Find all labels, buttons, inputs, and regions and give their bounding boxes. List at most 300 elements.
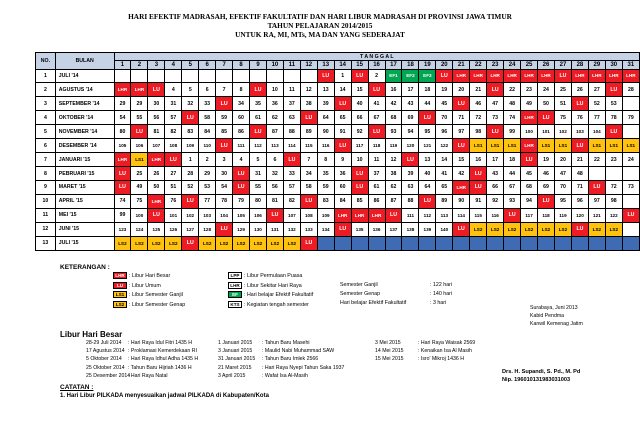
day-cell: 123	[114, 222, 131, 236]
day-cell: LU	[300, 111, 317, 125]
day-cell: 137	[385, 222, 402, 236]
day-cell: 67	[368, 111, 385, 125]
day-cell: 40	[419, 167, 436, 181]
day-cell: LHR	[504, 69, 521, 83]
day-cell	[622, 194, 639, 208]
day-cell: 15	[351, 83, 368, 97]
day-cell: 20	[453, 83, 470, 97]
day-cell: LHR	[334, 208, 351, 222]
day-header: 28	[571, 61, 588, 70]
day-cell: 70	[436, 111, 453, 125]
day-cell: 105	[233, 208, 250, 222]
day-cell: 28	[182, 167, 199, 181]
day-cell: 16	[470, 153, 487, 167]
day-cell	[487, 236, 504, 250]
calendar-table	[35, 52, 640, 251]
day-cell: LU	[571, 139, 588, 153]
day-cell: LU	[487, 125, 504, 139]
row-number: 5	[36, 125, 56, 139]
day-cell: 118	[368, 139, 385, 153]
holiday-name: : Tahun Baru Hijriah 1436 H	[128, 364, 192, 371]
day-cell: 38	[385, 167, 402, 181]
day-cell: LU	[148, 208, 165, 222]
day-cell: 108	[165, 139, 182, 153]
day-cell	[300, 69, 317, 83]
day-cell: 122	[436, 139, 453, 153]
day-cell: 120	[571, 208, 588, 222]
day-cell: 26	[148, 167, 165, 181]
day-cell: 25	[555, 83, 572, 97]
day-cell: 108	[300, 208, 317, 222]
holiday-date2: 1 Januari 2015	[218, 340, 253, 346]
day-cell: 72	[470, 111, 487, 125]
day-cell: LU	[283, 153, 300, 167]
day-cell: 18	[504, 153, 521, 167]
day-cell: 82	[165, 125, 182, 139]
day-cell: 66	[351, 111, 368, 125]
day-cell: 115	[470, 208, 487, 222]
legend-item	[113, 291, 185, 299]
day-cell: LHR	[453, 181, 470, 195]
day-cell	[233, 69, 250, 83]
day-cell: LS2	[504, 222, 521, 236]
tanggal-header: T A N G G A L	[114, 53, 640, 61]
day-cell: 42	[385, 97, 402, 111]
day-cell: 71	[571, 181, 588, 195]
day-cell: LU	[402, 153, 419, 167]
day-cell: 54	[114, 111, 131, 125]
day-cell: 22	[504, 83, 521, 97]
day-cell: 47	[555, 167, 572, 181]
day-cell: EF3	[419, 69, 436, 83]
day-cell: LU	[114, 167, 131, 181]
day-header: 15	[351, 61, 368, 70]
day-cell: 106	[250, 208, 267, 222]
day-cell: LU	[368, 83, 385, 97]
day-cell: 44	[419, 97, 436, 111]
legend-code-box: LHR	[113, 272, 127, 279]
holiday-date: 28-29 Juli 2014	[86, 340, 122, 346]
day-cell: 136	[368, 222, 385, 236]
day-cell	[555, 236, 572, 250]
day-cell: 49	[131, 181, 148, 195]
day-cell: 86	[233, 125, 250, 139]
day-cell: LU	[504, 208, 521, 222]
day-cell	[148, 69, 165, 83]
day-cell: 79	[233, 194, 250, 208]
day-cell: 20	[555, 153, 572, 167]
day-cell: 114	[283, 139, 300, 153]
month-row	[36, 222, 640, 236]
day-cell: 36	[334, 167, 351, 181]
day-cell: 53	[605, 97, 622, 111]
day-header: 23	[487, 61, 504, 70]
day-cell: 78	[605, 111, 622, 125]
day-cell: 89	[300, 125, 317, 139]
day-cell: 121	[419, 139, 436, 153]
day-cell: LS2	[233, 236, 250, 250]
day-cell: 4	[165, 83, 182, 97]
day-cell: 87	[266, 125, 283, 139]
day-cell	[199, 69, 216, 83]
day-cell: 24	[538, 83, 555, 97]
bulan-header: BULAN	[55, 53, 114, 70]
summary-label: Semester Genap	[340, 291, 381, 297]
day-cell: 33	[283, 167, 300, 181]
day-cell	[622, 97, 639, 111]
day-cell: 58	[300, 181, 317, 195]
day-cell: 50	[538, 97, 555, 111]
day-cell: 35	[250, 97, 267, 111]
day-cell: LU	[571, 97, 588, 111]
day-cell: LU	[334, 139, 351, 153]
day-cell	[571, 236, 588, 250]
month-row	[36, 83, 640, 97]
day-cell: 52	[182, 181, 199, 195]
summary-item	[340, 291, 452, 298]
day-cell: 68	[385, 111, 402, 125]
day-header: 7	[216, 61, 233, 70]
legend-text: : Kegiatan tengah semester	[244, 301, 309, 308]
day-cell: 100	[521, 125, 538, 139]
day-cell: LU	[538, 111, 555, 125]
day-cell: 59	[317, 181, 334, 195]
day-cell: LS1	[487, 139, 504, 153]
day-header: 31	[622, 61, 639, 70]
month-row	[36, 125, 640, 139]
holiday-name: : Hari Raya Idhul Adha 1435 H	[128, 356, 199, 363]
day-cell: 102	[182, 208, 199, 222]
month-label: SEPTEMBER '14	[55, 97, 114, 111]
day-cell	[622, 125, 639, 139]
day-cell: 85	[216, 125, 233, 139]
day-cell: LS1	[588, 139, 605, 153]
holiday-name: : Hari Raya Idul Fitri 1435 H	[128, 340, 193, 346]
day-cell: 51	[165, 181, 182, 195]
day-cell: 139	[419, 222, 436, 236]
day-header: 25	[521, 61, 538, 70]
day-cell: LS2	[283, 236, 300, 250]
day-cell: 31	[165, 97, 182, 111]
month-label: MEI '15	[55, 208, 114, 222]
day-cell: 91	[334, 125, 351, 139]
day-cell: EF2	[402, 69, 419, 83]
day-cell: 6	[199, 83, 216, 97]
day-cell: LS2	[165, 236, 182, 250]
day-cell: 48	[504, 97, 521, 111]
day-header: 3	[148, 61, 165, 70]
day-cell: LS1	[555, 139, 572, 153]
day-cell: 76	[165, 194, 182, 208]
day-cell: 40	[351, 97, 368, 111]
row-number: 7	[36, 153, 56, 167]
libur-hari-besar-title: Libur Hari Besar	[60, 330, 123, 339]
day-cell	[165, 69, 182, 83]
day-cell: 97	[588, 194, 605, 208]
day-cell: 84	[334, 194, 351, 208]
day-cell	[402, 236, 419, 250]
day-cell	[470, 236, 487, 250]
day-cell: 48	[571, 167, 588, 181]
day-header: 26	[538, 61, 555, 70]
day-cell: 55	[250, 181, 267, 195]
day-cell: 127	[182, 222, 199, 236]
day-cell: 104	[588, 125, 605, 139]
day-cell: 24	[622, 153, 639, 167]
day-cell: 54	[216, 181, 233, 195]
day-cell: LU	[148, 83, 165, 97]
day-cell: 102	[555, 125, 572, 139]
day-cell: 46	[538, 167, 555, 181]
day-cell: LHR	[453, 69, 470, 83]
day-cell: 7	[300, 153, 317, 167]
day-cell: LU	[588, 181, 605, 195]
month-label: PEBRUARI '15	[55, 167, 114, 181]
day-cell: 74	[114, 194, 131, 208]
holiday-name2: : Tahun Baru Imlek 2566	[262, 356, 319, 363]
day-cell: 66	[487, 181, 504, 195]
day-cell: 57	[165, 111, 182, 125]
legend-item	[228, 291, 313, 299]
day-cell	[504, 236, 521, 250]
day-cell: 138	[402, 222, 419, 236]
day-cell: LU	[351, 181, 368, 195]
day-cell: 129	[233, 222, 250, 236]
day-cell: 4	[233, 153, 250, 167]
day-cell: LS2	[131, 236, 148, 250]
day-cell: 65	[436, 181, 453, 195]
day-cell: LU	[368, 125, 385, 139]
day-cell: 88	[283, 125, 300, 139]
holiday-name3: : Kenaikan Isa Al Masih	[418, 348, 472, 355]
day-cell: 12	[300, 83, 317, 97]
day-cell: 10	[266, 83, 283, 97]
day-cell: 101	[538, 125, 555, 139]
day-cell: 47	[487, 97, 504, 111]
month-row	[36, 236, 640, 250]
day-cell: 29	[131, 97, 148, 111]
legend-text: : Libur Hari Besar	[129, 272, 171, 279]
day-cell: 92	[487, 194, 504, 208]
day-cell: 99	[504, 125, 521, 139]
day-cell: 90	[317, 125, 334, 139]
day-cell: 76	[571, 111, 588, 125]
day-cell: 7	[216, 83, 233, 97]
day-cell: 12	[385, 153, 402, 167]
day-cell	[385, 236, 402, 250]
day-cell: LHR	[605, 69, 622, 83]
day-cell: 119	[555, 208, 572, 222]
legend-text: : Libur Permulaan Puasa	[244, 272, 303, 279]
holiday-date: 17 Agustus 2014	[86, 348, 125, 355]
legend-code-box: EF	[228, 291, 242, 298]
day-cell: LS2	[521, 222, 538, 236]
day-cell: LU	[605, 125, 622, 139]
month-row	[36, 97, 640, 111]
day-header: 17	[385, 61, 402, 70]
day-cell: 104	[216, 208, 233, 222]
day-cell: 13	[419, 153, 436, 167]
day-cell: 30	[148, 97, 165, 111]
month-row	[36, 153, 640, 167]
day-cell: LS2	[487, 222, 504, 236]
legend-code-box: KTS	[228, 301, 242, 308]
day-cell: 96	[571, 194, 588, 208]
day-cell: LU	[216, 222, 233, 236]
day-cell: 80	[114, 125, 131, 139]
day-cell: 140	[436, 222, 453, 236]
day-cell: 52	[588, 97, 605, 111]
day-cell: 34	[300, 167, 317, 181]
day-header: 24	[504, 61, 521, 70]
day-cell: 5	[250, 153, 267, 167]
day-cell: LS2	[250, 236, 267, 250]
row-number: 6	[36, 139, 56, 153]
day-cell: 72	[605, 181, 622, 195]
day-cell: 62	[266, 111, 283, 125]
holiday-name2: : Wafat Isa Al-Masih	[262, 372, 308, 379]
day-cell: LU	[470, 181, 487, 195]
day-cell: 29	[114, 97, 131, 111]
month-row	[36, 69, 640, 83]
legend-item	[228, 282, 313, 290]
day-cell: LU	[300, 194, 317, 208]
row-number: 13	[36, 236, 56, 250]
day-cell: LU	[216, 139, 233, 153]
legend-text: : Libur Umum	[129, 282, 161, 289]
day-cell: LHR	[588, 69, 605, 83]
day-cell: LHR	[148, 194, 165, 208]
row-number: 11	[36, 208, 56, 222]
day-cell: LU	[385, 208, 402, 222]
day-cell	[605, 236, 622, 250]
day-cell: 21	[571, 153, 588, 167]
day-cell: 94	[521, 194, 538, 208]
day-cell: 3	[216, 153, 233, 167]
day-cell: 65	[334, 111, 351, 125]
day-cell: 73	[487, 111, 504, 125]
day-cell: LU	[436, 69, 453, 83]
day-cell: 107	[283, 208, 300, 222]
day-cell: 13	[317, 83, 334, 97]
day-cell: 34	[233, 97, 250, 111]
day-cell: 75	[555, 111, 572, 125]
holiday-date: 25 Oktober 2014	[86, 364, 125, 371]
title-line-1: HARI EFEKTIF MADRASAH, EFEKTIF FAKULTATIF DAN HARI LIBUR MADRASAH DI PROVINSI JAWA TIMUR	[128, 12, 512, 21]
day-header: 16	[368, 61, 385, 70]
month-label: APRIL '15	[55, 194, 114, 208]
day-cell: LHR	[114, 153, 131, 167]
day-cell: LU	[250, 125, 267, 139]
day-cell: 17	[402, 83, 419, 97]
title-line-2: TAHUN PELAJARAN 2014/2015	[267, 21, 373, 30]
day-cell: 25	[131, 167, 148, 181]
signature-role-1: Kabid Pendma	[530, 313, 565, 319]
legend-column-2	[228, 272, 313, 310]
holiday-name2: : Tahun Baru Masehi	[262, 340, 310, 346]
day-cell: LU	[453, 222, 470, 236]
day-cell: LS2	[605, 222, 622, 236]
day-cell: 2	[199, 153, 216, 167]
day-cell: 93	[504, 194, 521, 208]
day-cell: 19	[538, 153, 555, 167]
month-label: OKTOBER '14	[55, 111, 114, 125]
summary-value: : 122 hari	[430, 282, 453, 288]
day-cell: 45	[436, 97, 453, 111]
holiday-date3: 3 Mei 2015	[375, 340, 401, 346]
day-cell	[131, 69, 148, 83]
day-cell: 46	[470, 97, 487, 111]
day-cell: LU	[131, 125, 148, 139]
day-cell: 53	[199, 181, 216, 195]
day-cell: 64	[317, 111, 334, 125]
day-cell: 90	[453, 194, 470, 208]
day-cell	[419, 236, 436, 250]
day-cell	[538, 236, 555, 250]
day-cell: 63	[402, 181, 419, 195]
month-label: JULI '14	[55, 69, 114, 83]
day-cell	[622, 222, 639, 236]
day-cell: 14	[436, 153, 453, 167]
day-cell: LU	[250, 83, 267, 97]
day-cell: 121	[588, 208, 605, 222]
day-cell: 39	[317, 97, 334, 111]
day-cell: 28	[622, 83, 639, 97]
day-header: 18	[402, 61, 419, 70]
semester-summary	[340, 282, 452, 309]
day-cell: 56	[266, 181, 283, 195]
title-line-3: UNTUK RA, MI, MTs, MA DAN YANG SEDERAJAT	[235, 30, 405, 39]
day-cell: 17	[487, 153, 504, 167]
day-cell: LU	[538, 194, 555, 208]
day-cell: LS2	[216, 236, 233, 250]
summary-label: Hari belajar Efektif Fakultatif	[340, 300, 407, 306]
day-cell: LHR	[538, 69, 555, 83]
day-header: 20	[436, 61, 453, 70]
day-cell: LHR	[470, 69, 487, 83]
day-cell	[317, 236, 334, 250]
day-cell: 45	[521, 167, 538, 181]
day-cell: LU	[300, 236, 317, 250]
day-cell: 29	[199, 167, 216, 181]
day-cell: 77	[588, 111, 605, 125]
row-number: 12	[36, 222, 56, 236]
row-number: 8	[36, 167, 56, 181]
row-number: 9	[36, 181, 56, 195]
day-cell	[114, 69, 131, 83]
day-cell: 69	[538, 181, 555, 195]
day-cell: 6	[266, 153, 283, 167]
day-cell: LHR	[622, 69, 639, 83]
holiday-name2: : Hari Raya Nyepi Tahun Saka 1937	[262, 364, 345, 371]
day-cell: 111	[233, 139, 250, 153]
day-cell: 36	[266, 97, 283, 111]
day-cell: 81	[148, 125, 165, 139]
day-cell	[588, 236, 605, 250]
day-cell: 32	[266, 167, 283, 181]
day-cell: 85	[351, 194, 368, 208]
day-cell: 93	[385, 125, 402, 139]
keterangan-title: KETERANGAN :	[60, 264, 110, 271]
day-header: 1	[114, 61, 131, 70]
day-cell: LS1	[538, 139, 555, 153]
signature-name: Drs. H. Supandi, S. Pd., M. Pd	[502, 369, 581, 375]
day-header: 2	[131, 61, 148, 70]
day-cell: LU	[165, 153, 182, 167]
day-cell: 116	[317, 139, 334, 153]
day-cell: 98	[470, 125, 487, 139]
month-row	[36, 139, 640, 153]
